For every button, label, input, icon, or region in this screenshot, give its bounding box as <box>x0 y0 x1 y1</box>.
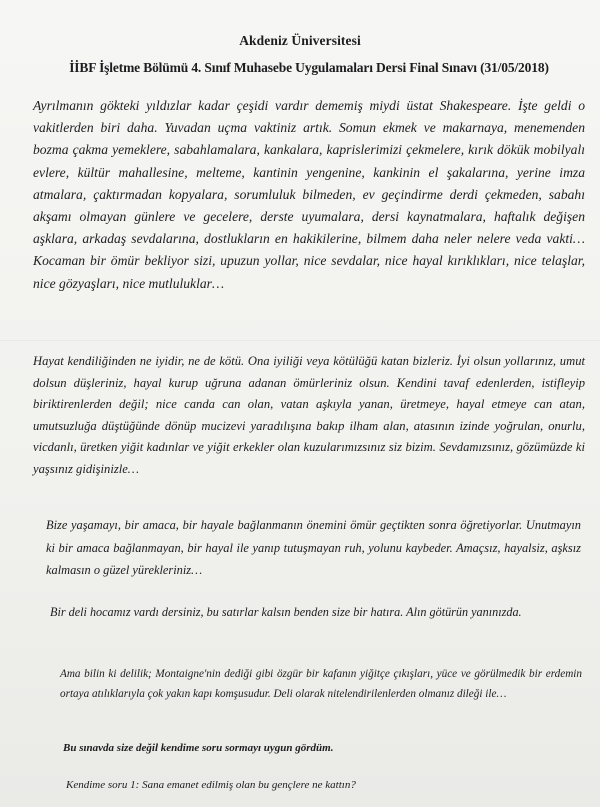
paragraph-madness: Ama bilin ki delilik; Montaigne'nin dediği gibi özgür bir kafanın yiğitçe çıkışları, yüce ve görülmedik bir erdemin ortaya atılıklarıyla çok yakın kapı komşusudur. Deli olarak nitelendirilenlerden olmanız dileği ile… <box>60 668 582 701</box>
exam-note: Bu sınavda size değil kendime soru sormayı uygun gördüm. <box>63 742 334 754</box>
paragraph-memory: Bir deli hocamız vardı dersiniz, bu satırlar kalsın benden size bir hatıra. Alın götürün yanınızda. <box>50 605 522 619</box>
paragraph-farewell: Ayrılmanın gökteki yıldızlar kadar çeşidi vardır dememiş miydi üstat Shakespeare. İşte geldi o vakitlerden biri daha. Yuvadan uçma vaktiniz artık. Somun ekmek ve makarnaya, menemenden bozma çakma yemeklere, sabahlamalara, kankalara, kaprislerimizi çekmelere, kırık dökük mobilyalı evlere, kültür mahallesine, melteme, kantinin yengenine, kankinin el şakalarına, yerine imza atmalara, çaktırmadan kopyalara, sorumluluk bilmeden, ev geçindirme derdi çekmeden, sabahı akşamı olmayan günlere ve gecelere, derste uyumalara, dersi kaynatmalara, haftalık değişen aşklara, arkadaş sevdalarına, dostlukların en hakikilerine, bilmem daha neler nelere veda vakti… Kocaman bir ömür bekliyor sizi, upuzun yollar, nice sevdalar, nice hayal kırıklıkları, nice telaşlar, nice gözyaşları, nice mutluluklar… <box>33 98 585 291</box>
paragraph-life: Hayat kendiliğinden ne iyidir, ne de kötü. Ona iyiliği veya kötülüğü katan bizleriz. İyi olsun yollarınız, umut dolsun düşleriniz, hayal kurup uğruna adanan ömürleriniz olsun. Kendini tavaf edenlerden, istifleyip biriktirenlerden değil; nice canda can olan, vatan aşkıyla yanan, üretmeye, hayal etmeye can atan, umutsuzluğa düştüğünde dönüp mucizevi yaradılışına bakıp ilham alan, atasının izinde yoğrulan, onurlu, vicdanlı, üretken yiğit kadınlar ve yiğit erkekler olan kuzularımızsınız siz bizim. Sevdamızsınız, gözümüzde ki yaşsınız gidişinizle… <box>33 354 585 476</box>
question-1: Kendime soru 1: Sana emanet edilmiş olan bu gençlere ne kattın? <box>66 779 356 791</box>
document-header <box>0 33 600 76</box>
paragraph-purpose: Bize yaşamayı, bir amaca, bir hayale bağlanmanın önemini ömür geçtikten sonra öğretiyorlar. Unutmayın ki bir amaca bağlanmayan, bir hayal ile yanıp tutuşmayan ruh, yolunu kaybeder. Amaçsız, hayalsiz, aşksız kalmasın o güzel yürekleriniz… <box>46 518 581 577</box>
exam-title: İİBF İşletme Bölümü 4. Sınıf Muhasebe Uygulamaları Dersi Final Sınavı (31/05/2018) <box>69 60 549 75</box>
university-name: Akdeniz Üniversitesi <box>239 33 361 48</box>
paper-crease <box>0 340 600 341</box>
